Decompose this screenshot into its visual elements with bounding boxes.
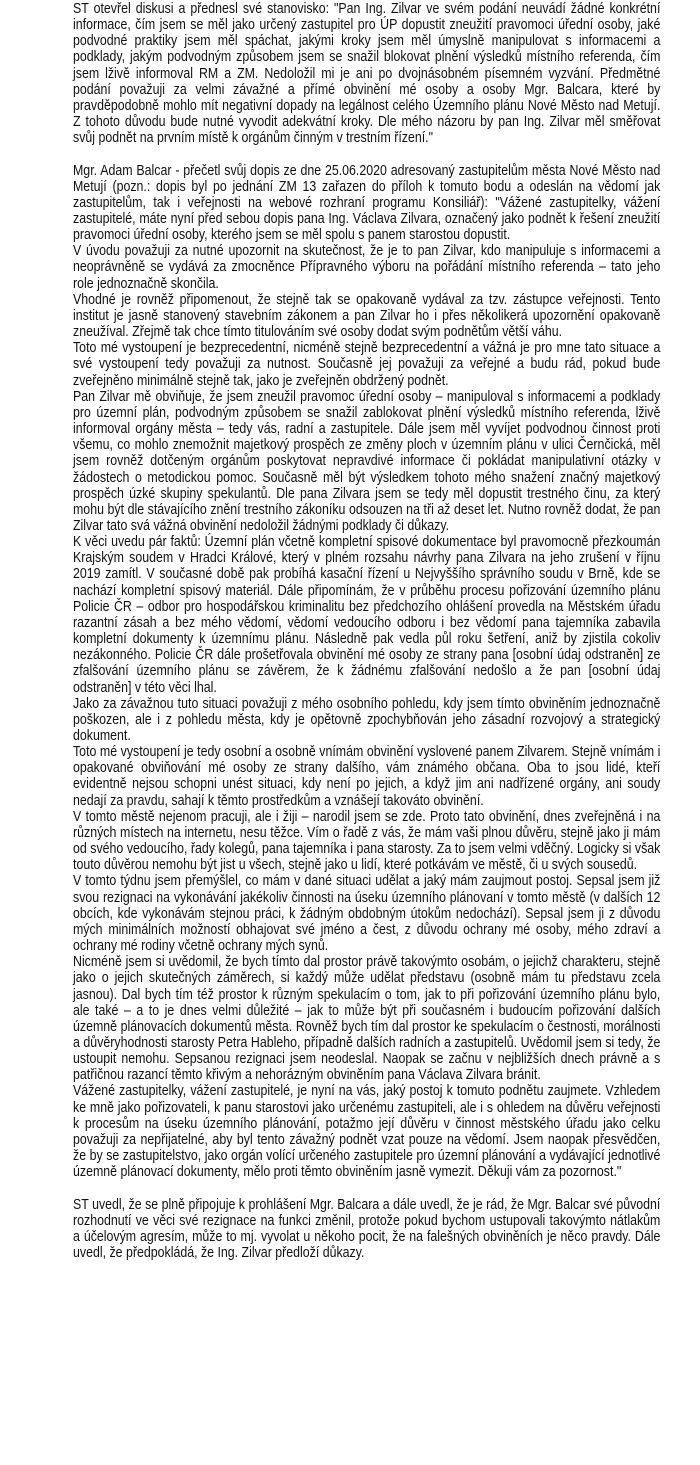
paragraph-spacer (73, 146, 660, 162)
text-block: Nicméně jsem si uvědomil, že bych tímto dal prostor právě takovýmto osobám, o jejichž charakteru, stejně jako o jejich skutečných záměrech, si každý může udělat představu (osobně mám tu představu zcela jasnou). Dal bych tím též prostor k různým spekulacím o tom, jak to při pořizování územního plánu bylo, ale také – a to je dnes velmi důležité – jak to může být při současném i budoucím pořizování dalších územně plánovacích dokumentů města. Rovněž bych tím dal prostor ke spekulacím o čestnosti, morálnosti a důvěryhodnosti starosty Petra Hableho, případně dalších radních a zastupitelů. Uvědomil jsem si tedy, že ustoupit nemohu. Sepsanou rezignaci jsem neodeslal. Naopak se začnu v nejbližších dnech právně a s patřičnou razancí těmto křivým a nehorázným obviněním pana Václava Zilvara bránit. (73, 954, 661, 1084)
text-block: V tomto městě nejenom pracuji, ale i žiji – narodil jsem se zde. Proto tato obvinění, dnes zveřejněná i na různých místech na internetu, nesu těžce. Vím o řadě z vás, že mám vaši plnou důvěru, stejně jako ji mám od svého vedoucího, řady kolegů, pana tajemníka i pana starosty. Za to jsem velmi vděčný. Logicky si však touto důvěrou nemohu být jist u všech, stejně jako u lidí, které potkávám ve městě, či u svých sousedů. (73, 808, 661, 874)
text-block: Vážené zastupitelky, vážení zastupitelé, je nyní na vás, jaký postoj k tomuto podnětu zaujmete. Vzhledem ke mně jako pořizovateli, k panu starostovi jako určenému zastupiteli, ale i s ohledem na důvěru veřejnosti k procesům na úseku územního plánování, potažmo její důvěru v činnost městského úřadu jako celku považuji za nepřijatelné, aby byl tento závažný podnět vzat pouze na vědomí. Jsem naopak přesvědčen, že by se zastupitelstvo, jako orgán volící určeného zastupitele pro územní plánování a vydávající jednotlivé územně plánovací dokumenty, mělo proti těmto obviněním jasně vymezit. Děkuji vám za pozornost." (73, 1083, 661, 1181)
text-block: V úvodu považuji za nutné upozornit na skutečnost, že je to pan Zilvar, kdo manipuluje s informacemi a neoprávněně se vydává za zmocněnce Přípravného výboru na pořádání místního referenda – tato jeho role jednoznačně skončila. (73, 243, 661, 292)
paragraph-spacer (73, 1180, 660, 1196)
paragraph-balcar-letter (73, 163, 660, 1181)
paragraph-st-opening (73, 1, 660, 146)
text-block: Toto mé vystoupení je bezprecedentní, nicméně stejně bezprecedentní a vážná je pro mne tato situace a své vystoupení tedy považuji za nutnost. Současně jej považuji za veřejné a budu rád, pokud bude zveřejněno minimálně stejně tak, jako je zveřejněn obdržený podnět. (73, 340, 661, 389)
text-block: Toto mé vystoupení je tedy osobní a osobně vnímám obvinění vyslovené panem Zilvarem. Stejně vnímám i opakované obviňování mé osoby ze strany dalšího, vám známého občana. Oba to jsou lidé, kteří evidentně nejsou schopni unést situaci, kdy není po jejich, a když jim ani nadřízené orgány, ani soudy nedají za pravdu, sahají k těmto prostředkům a vznášejí takováto obvinění. (73, 744, 661, 809)
text-block: ST uvedl, že se plně připojuje k prohlášení Mgr. Balcara a dále uvedl, že je rád, že Mgr. Balcar své původní rozhodnutí ve věci své rezignace na funkci změnil, protože pokud bychom ustupovali takovýmto nátlakům a účelovým agresím, může to mj. vyvolat u někoho pocit, že na falešných obviněních je něco pravdy. Dále uvedl, že předpokládá, že Ing. Zilvar předloží důkazy. (73, 1196, 661, 1261)
text-block: V tomto týdnu jsem přemýšlel, co mám v dané situaci udělat a jaký mám zaujmout postoj. Sepsal jsem již svou rezignaci na vykonávání jakékoliv činnosti na úseku územního plánovaní v tomto městě (v dalších 12 obcích, kde vykonávám stejnou práci, k žádným obdobným útokům nedochází). Sepsal jsem ji z důvodu mých minimálních možností obhajovat své jméno a čest, z důvodu ochrany mé osoby, mého zdraví a ochrany mé rodiny včetně ochrany mých synů. (73, 873, 661, 955)
text-block: Pan Zilvar mě obviňuje, že jsem zneužil pravomoc úřední osoby – manipuloval s informacemi a podklady pro územní plán, podvodným způsobem se snažil zablokovat plnění výsledků místního referenda, lživě informoval orgány města – tedy vás, radní a zastupitele. Dále jsem měl vyvíjet podvodnou činnost proti všemu, co mohlo znemožnit majetkový prospěch ze změny ploch v územním plánu v ulici Černčická, měl jsem rovněž dotčeným orgánům poskytovat nepravdivé informace či pokládat manipulativní otázky v žádostech o metodickou pomoc. Současně měl být výsledkem tohoto mého snažení značný majetkový prospěch úzké skupiny spekulantů. Dle pana Zilvara jsem se tedy měl dopustit trestného činu, za který mohu být dle stávajícího znění trestního zákoníku odsouzen na tři až deset let. Nutno rovněž dodat, že pan Zilvar tato svá vážná obvinění nedoložil žádnými podklady či důkazy. (73, 388, 661, 534)
text-block: Jako za závažnou tuto situaci považuji z mého osobního pohledu, kdy jsem tímto obviněním jednoznačně poškozen, ale i z pohledu města, kdy je opětovně zpochybňován jeho zásadní rozvojový a strategický dokument. (73, 695, 661, 745)
text-block: Vhodné je rovněž připomenout, že stejně tak se opakovaně vydával za tzv. zástupce veřejnosti. Tento institut je jasně stanovený stavebním zákonem a pan Zilvar ho i přes několikerá upozornění opakovaně zneužíval. Zřejmě tak chce tímto titulováním své osoby dodat svým podnětům větší váhu. (73, 291, 661, 341)
document-body (73, 1, 660, 1261)
text-block: Mgr. Adam Balcar - přečetl svůj dopis ze dne 25.06.2020 adresovaný zastupitelům města Nové Město nad Metují (pozn.: dopis byl po jednání ZM 13 zařazen do příloh k tomuto bodu a odeslán na vědomí jak zastupitelům, tak i veřejnosti na webové rozhraní programu Konsiliář): "Vážené zastupitelky, vážení zastupitelé, máte nyní před sebou dopis pana Ing. Václava Zilvara, označený jako podnět k řešení zneužití pravomoci úřední osoby, kterého jsem se měl spolu s panem starostou dopustit. (73, 162, 661, 244)
text-block: ST otevřel diskusi a přednesl své stanovisko: "Pan Ing. Zilvar ve svém podání neuvádí žádné konkrétní informace, čím jsem se měl jako určený zastupitel pro ÚP dopustit zneužití pravomoci úřední osoby, jaké podvodné praktiky jsem měl spáchat, jakými kroky jsem měl úmyslně manipulovat s informacemi a podklady, jakým podvodným způsobem jsem se snažil blokovat plnění výsledků místního referenda, čím jsem lživě informoval RM a ZM. Nedoložil mi je ani po dvojnásobném písemném vyzvání. Předmětné podání považuji za velmi závažné a přímé obvinění mé osoby a osoby Mgr. Balcara, které by pravděpodobně mohlo mít negativní dopady na legálnost celého Územního plánu Nové Město nad Metují. Z tohoto důvodu bude nutné vyvodit adekvátní kroky. Dle mého názoru by pan Ing. Zilvar měl směřovat svůj podnět na prvním místě k orgánům činným v trestním řízení." (73, 1, 661, 147)
text-block: K věci uvedu pár faktů: Územní plán včetně kompletní spisové dokumentace byl pravomocně přezkoumán Krajským soudem v Hradci Králové, který v plném rozsahu návrhy pana Zilvara na jeho zrušení v říjnu 2019 zamítl. V současné době pak probíhá kasační řízení u Nejvyššího správního soudu v Brně, kde se nachází kompletní spisový materiál. Dále připomínám, že v průběhu procesu pořizování územního plánu Policie ČR – odbor pro hospodářskou kriminalitu bez předchozího ohlášení provedla na Městském úřadu razantní zásah a bez mého vědomí, vědomí vedoucího odboru i bez vědomí pana tajemníka zabavila kompletní dokumenty k územnímu plánu. Následně pak vedla půl roku šetření, aniž by zjistila cokoliv nezákonného. Policie ČR dále prošetřovala obvinění mé osoby ze strany pana [osobní údaj odstraněn] ze zfalšování územního plánu se závěrem, že k žádnému zfalšování nedošlo a že pan [osobní údaj odstraněn] v této věci lhal. (73, 534, 661, 696)
paragraph-st-closing (73, 1197, 660, 1262)
